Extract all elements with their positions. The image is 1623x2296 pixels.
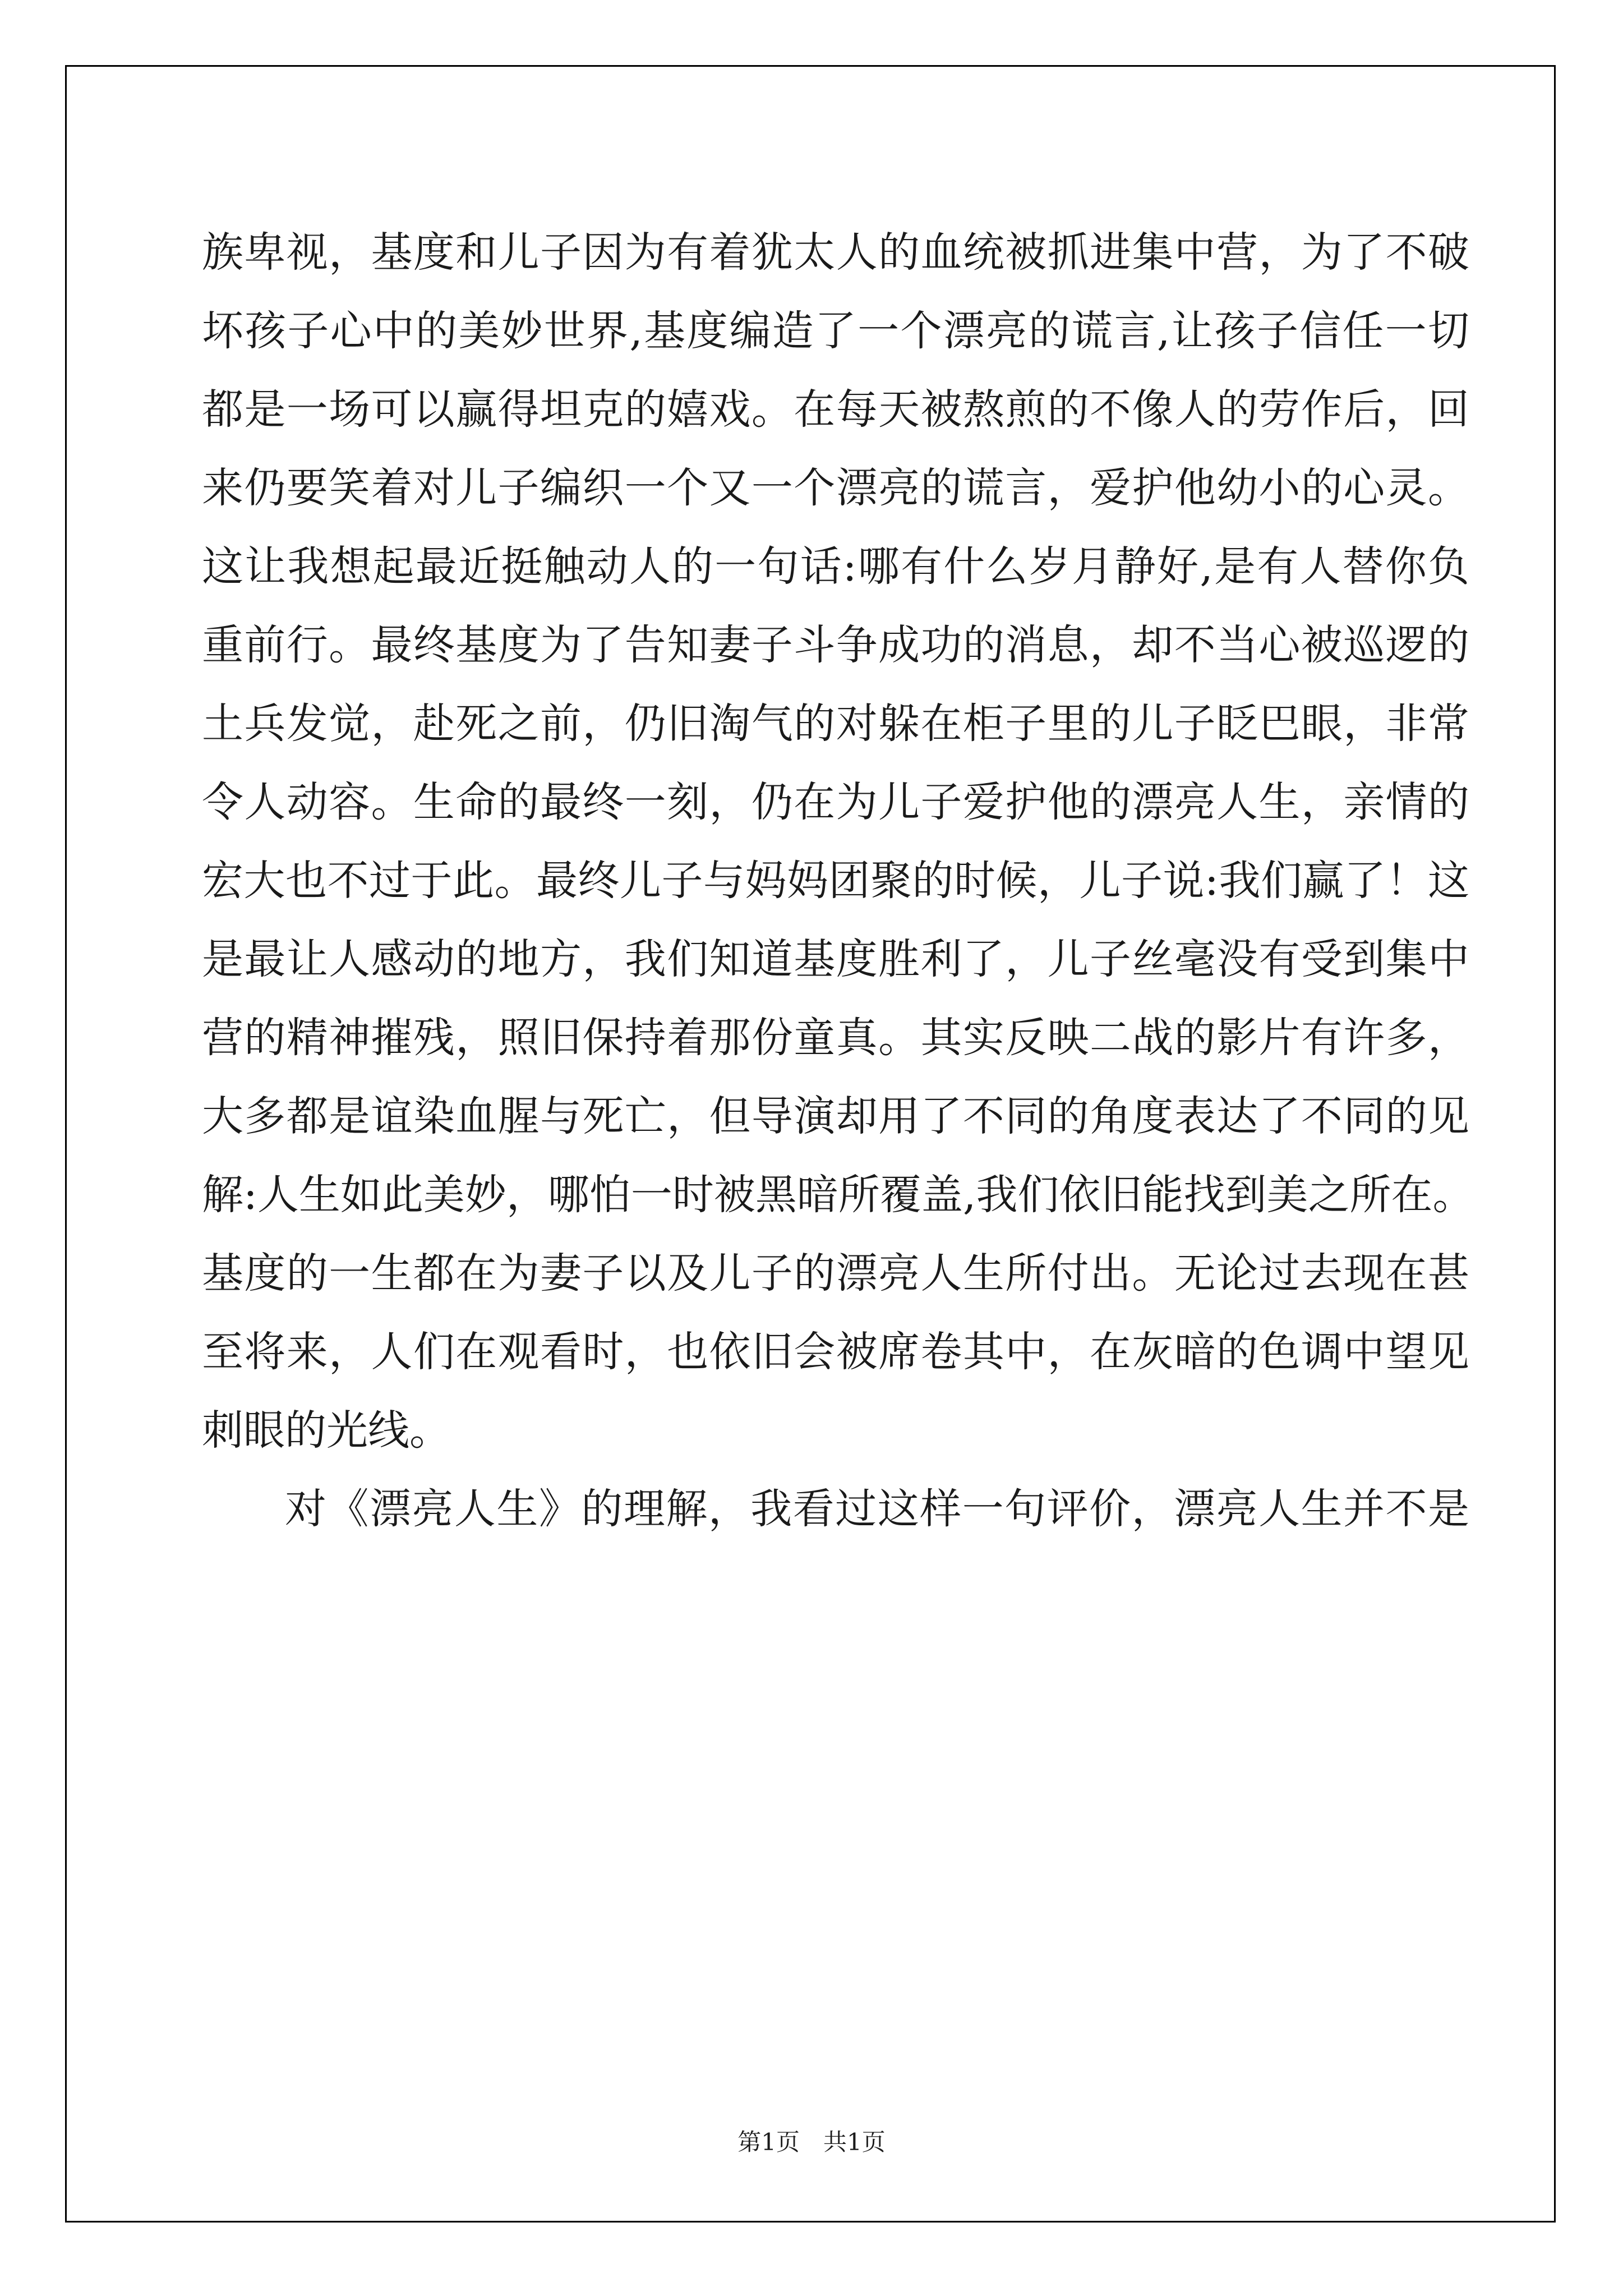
text-line-11: 营的精神摧残，照旧保持着那份童真。其实反映二战的影片有许多， xyxy=(202,1014,1469,1062)
text-line-8: 令人动容。生命的最终一刻，仍在为儿子爱护他的漂亮人生，亲情的 xyxy=(202,778,1469,826)
text-line-14: 基度的一生都在为妻子以及儿子的漂亮人生所付出。无论过去现在甚 xyxy=(202,1249,1469,1297)
text-line-17: 对《漂亮人生》的理解，我看过这样一句评价，漂亮人生并不是 xyxy=(285,1485,1469,1533)
text-line-7: 土兵发觉，赴死之前，仍旧淘气的对躲在柜子里的儿子眨巴眼，非常 xyxy=(202,700,1469,748)
text-line-1: 族卑视，基度和儿子因为有着犹太人的血统被抓进集中营，为了不破 xyxy=(202,228,1469,277)
text-line-9: 宏大也不过于此。最终儿子与妈妈团聚的时候，儿子说:我们赢了！这 xyxy=(202,857,1469,905)
text-line-10: 是最让人感动的地方，我们知道基度胜利了，儿子丝毫没有受到集中 xyxy=(202,935,1469,983)
text-line-4: 来仍要笑着对儿子编织一个又一个漂亮的谎言，爱护他幼小的心灵。 xyxy=(202,464,1469,512)
body-text xyxy=(202,213,1474,1548)
text-line-5: 这让我想起最近挺触动人的一句话:哪有什么岁月静好,是有人替你负 xyxy=(202,542,1469,591)
page-number-footer: 第1页 共1页 xyxy=(737,2128,886,2156)
text-line-12: 大多都是谊染血腥与死亡，但导演却用了不同的角度表达了不同的见 xyxy=(202,1092,1469,1140)
text-line-3: 都是一场可以赢得坦克的嬉戏。在每天被熬煎的不像人的劳作后，回 xyxy=(202,385,1469,434)
text-line-2: 坏孩子心中的美妙世界,基度编造了一个漂亮的谎言,让孩子信任一切 xyxy=(202,307,1469,355)
text-line-16: 刺眼的光线。 xyxy=(202,1406,451,1455)
text-line-15: 至将来，人们在观看时，也依旧会被席卷其中，在灰暗的色调中望见 xyxy=(202,1328,1469,1376)
text-line-6: 重前行。最终基度为了告知妻子斗争成功的消息，却不当心被巡逻的 xyxy=(202,621,1469,669)
text-line-13: 解:人生如此美妙，哪怕一时被黑暗所覆盖,我们依旧能找到美之所在。 xyxy=(202,1171,1474,1219)
